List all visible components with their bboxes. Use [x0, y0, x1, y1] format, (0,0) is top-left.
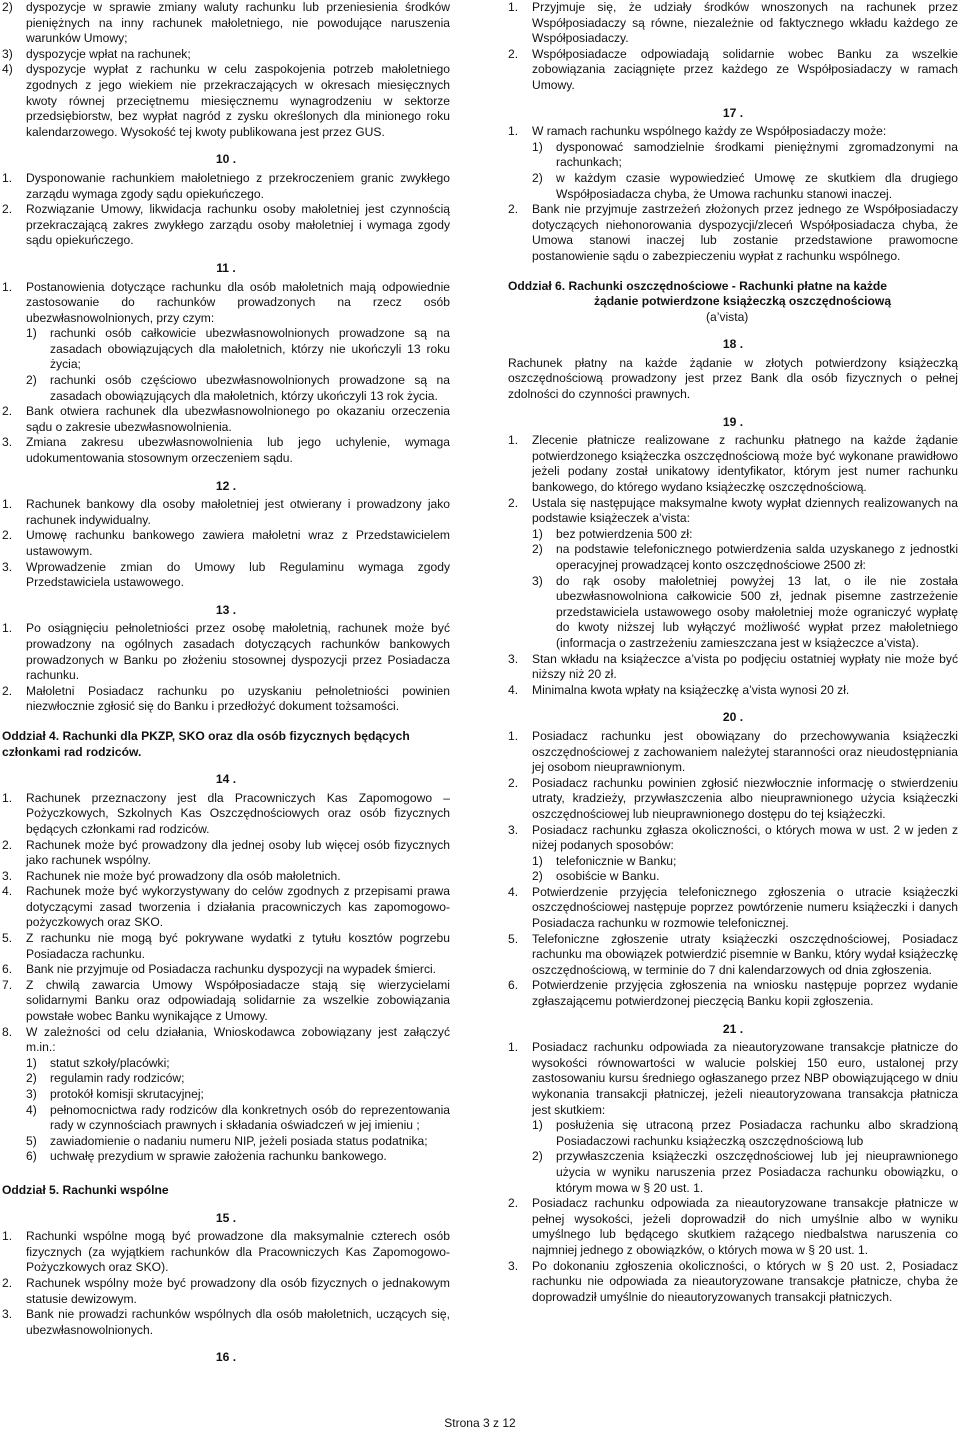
- list-item: [2, 931, 450, 962]
- sub-item-number: 2): [532, 1149, 543, 1164]
- sub-item: [26, 1056, 450, 1072]
- item-number: 1.: [2, 621, 13, 636]
- list-item: [508, 932, 958, 979]
- item-number: 4.: [2, 884, 13, 899]
- paragraph-18-text: Rachunek płatny na każde żądanie w złotych potwierdzony książeczką oszczędnościową prowadzony jest przez Bank dla osób fizycznych o pełnej zdolności do czynności prawnych.: [508, 355, 958, 402]
- item-text: Posiadacz rachunku odpowiada za nieautoryzowane transakcje płatnicze do wysokości równowartości w walucie polskiej 150 euro, ustalonej przy zastosowaniu kursu średniego ogłaszanego przez NBP obowiązującego w dniu wykonania transakcji płatniczej, jeżeli nieautoryzowana transakcja płatnicza jest skutkiem:: [532, 1040, 958, 1117]
- list-item: [508, 433, 958, 495]
- list-item: [508, 885, 958, 932]
- item-text: Potwierdzenie przyjęcia zgłoszenia na wniosku następuje poprzez wydanie zgłaszającemu potwierdzonej pieczęcią Banku kopii zgłoszenia.: [532, 978, 958, 1009]
- item-text: Współposiadacze odpowiadają solidarnie wobec Banku za wszelkie zobowiązania zaciągnięte przez każdego ze Współposiadaczy w ramach Umowy.: [532, 46, 958, 92]
- sub-item: [532, 869, 958, 885]
- list-item: [2, 869, 450, 885]
- list-item: [508, 978, 958, 1009]
- item-number: 2.: [508, 46, 519, 61]
- item-text: Telefoniczne zgłoszenie utraty książeczki oszczędnościowej, Posiadacz rachunku ma obowiązek potwierdzić pisemnie w Banku, który wydał książeczkę oszczędnościową, w terminie do 7 dni kalendarzowych od dnia zgłoszenia.: [532, 931, 958, 977]
- sub-item-number: 4): [26, 1102, 37, 1117]
- paragraph-16-list: [508, 0, 958, 94]
- sub-item: [26, 1149, 450, 1165]
- item-number: 2.: [508, 1196, 519, 1211]
- item-number: 1.: [2, 497, 13, 512]
- item-text: Rachunek może być prowadzony dla jednej osoby lub więcej osób fizycznych jako rachunek wspólny.: [26, 837, 450, 868]
- intro-list: [2, 0, 450, 140]
- item-number: 1.: [2, 790, 13, 805]
- paragraph-21-list: [508, 1040, 958, 1305]
- list-item: [508, 729, 958, 776]
- item-number: 2.: [508, 202, 519, 217]
- item-text: Potwierdzenie przyjęcia telefonicznego zgłoszenia o utracie książeczki oszczędnościowej następuje poprzez powtórzenie numeru książeczki i danych Posiadacza rachunku w rozmowie telefonicznej.: [532, 884, 958, 931]
- paragraph-10-title: 10 .: [215, 152, 237, 167]
- item-number: 1.: [508, 0, 519, 14]
- item-number: 2.: [2, 683, 13, 698]
- sub-item: [26, 1071, 450, 1087]
- item-text: Posiadacz rachunku odpowiada za nieautoryzowane transakcje płatnicze w pełnej wysokości, jeżeli doprowadził do nich umyślnie albo w wyniku umyślnego lub będącego skutkiem rażącego niedbalstwa naruszenia co najmniej jednego z obowiązków, o których mowa w § 20 ust. 1.: [532, 1196, 958, 1257]
- item-number: 4.: [508, 884, 519, 899]
- item-text: W ramach rachunku wspólnego każdy ze Współposiadaczy może:: [532, 124, 887, 139]
- paragraph-14-title: 14 .: [215, 772, 237, 787]
- item-text: Bank nie prowadzi rachunków wspólnych dla osób małoletnich, uczących się, ubezwłasnowolnionych.: [26, 1307, 450, 1337]
- section-6-line-3: (a’vista): [706, 309, 749, 324]
- item-number: 2.: [2, 837, 13, 852]
- sub-item-text: do rąk osoby małoletniej powyżej 13 lat, o ile nie została ubezwłasnowolniona całkowicie 500 zł, jednak pisemne zastrzeżenie przedstawiciela ustawowego osoby małoletniej może ograniczyć wypłatę do kwoty niższej lub wyłączyć możliwość wypłat przez małoletniego (informacja o zastrzeżeniu zamieszczana jest w książeczce a’vista).: [556, 573, 958, 650]
- item-number: 1.: [2, 1229, 13, 1244]
- item-number: 7.: [2, 977, 13, 992]
- list-item: [2, 978, 450, 1025]
- item-text: W zależności od celu działania, Wnioskodawca zobowiązany jest załączyć m.in.:: [26, 1024, 450, 1055]
- list-item: [508, 823, 958, 854]
- item-number: 2.: [2, 404, 13, 419]
- list-item: [508, 683, 958, 699]
- list-item: [508, 776, 958, 823]
- sub-item-text: statut szkoły/placówki;: [50, 1055, 170, 1070]
- list-item: [508, 652, 958, 683]
- sub-item-number: 1): [26, 326, 37, 341]
- sub-item-number: 1): [532, 139, 543, 154]
- right-column: [508, 0, 958, 1305]
- item-number: 3.: [2, 559, 13, 574]
- item-number: 5.: [508, 931, 519, 946]
- sub-item-text: dysponować samodzielnie środkami pieniężnymi zgromadzonymi na rachunkach;: [556, 139, 958, 170]
- item-text: Dysponowanie rachunkiem małoletniego z przekroczeniem granic zwykłego zarządu wymaga zgody sądu opiekuńczego.: [26, 170, 450, 201]
- sub-item-number: 1): [532, 853, 543, 868]
- item-text: dyspozycje wpłat na rachunek;: [26, 46, 191, 61]
- sub-item-text: protokół komisji skrutacyjnej;: [50, 1087, 204, 1101]
- sub-item-number: 2): [532, 869, 543, 884]
- sub-item-number: 6): [26, 1149, 37, 1164]
- list-item: [2, 684, 450, 715]
- paragraph-19-title: 19 .: [722, 414, 744, 429]
- paragraph-17-title: 17 .: [722, 105, 744, 120]
- paragraph-12-title: 12 .: [215, 478, 237, 493]
- item-text: Rachunek może być wykorzystywany do celów zgodnych z przepisami prawa dotyczącymi zasad tworzenia i działania pracowniczych kas zapomogowo-pożyczkowych oraz SKO.: [26, 884, 450, 930]
- item-text: Rachunek wspólny może być prowadzony dla osób fizycznych o jednakowym statusie dewizowym.: [26, 1275, 450, 1306]
- sub-item-text: w każdym czasie wypowiedzieć Umowę ze skutkiem dla drugiego Współposiadacza chyba, że Umowa rachunku stanowi inaczej.: [556, 170, 958, 201]
- list-item: [508, 496, 958, 527]
- item-number: 5.: [2, 931, 13, 946]
- paragraph-21-title: 21 .: [722, 1021, 744, 1036]
- list-item: [2, 528, 450, 559]
- item-number: 6.: [508, 978, 519, 993]
- sub-item-text: zawiadomienie o nadaniu numeru NIP, jeżeli posiada status podatnika;: [50, 1133, 428, 1148]
- list-item: [2, 621, 450, 683]
- item-number: 1.: [508, 728, 519, 743]
- list-item: [508, 1196, 958, 1258]
- item-number: 2.: [2, 202, 13, 217]
- section-6-line-2: żądanie potwierdzone książeczką oszczędnościową: [594, 294, 892, 309]
- sub-item-number: 2): [532, 170, 543, 185]
- sub-item-text: uchwałę prezydium w sprawie założenia rachunku bankowego.: [50, 1149, 387, 1164]
- item-text: Przyjmuje się, że udziały środków wnoszonych na rachunek przez Współposiadaczy są równe, niezależnie od faktycznego wkładu każdego ze Współposiadaczy.: [532, 0, 958, 46]
- item-number: 8.: [2, 1024, 13, 1039]
- section-6-heading: [508, 279, 958, 326]
- sub-item: [532, 1149, 958, 1196]
- sub-item-number: 2): [26, 373, 37, 388]
- item-text: dyspozycje wypłat z rachunku w celu zaspokojenia potrzeb małoletniego zgodnych z jego wiekiem nie przekraczających w okresach miesięcznych kwoty równej przeciętnemu miesięcznemu wynagrodzeniu w sektorze przedsiębiorstw, bez wypłat nagród z zysku określonych dla minionego roku kalendarzowego. Wysokość tej kwoty publikowana jest przez GUS.: [26, 62, 450, 139]
- item-number: 4): [2, 62, 13, 77]
- item-number: 3): [2, 46, 13, 61]
- list-item: [2, 1025, 450, 1056]
- sub-item-text: na podstawie telefonicznego potwierdzenia salda uzyskanego z jednostki operacyjnej prowadzącej konto oszczędnościowe 2500 zł:: [556, 542, 958, 572]
- paragraph-13-list: [2, 621, 450, 715]
- paragraph-19-list: [508, 433, 958, 698]
- sub-item: [26, 1087, 450, 1103]
- list-item: [508, 1040, 958, 1118]
- list-item: [508, 0, 958, 47]
- sub-item: [26, 326, 450, 373]
- paragraph-17-list: [508, 124, 958, 264]
- left-column: [2, 0, 450, 1369]
- sub-item-text: rachunki osób całkowicie ubezwłasnowolnionych prowadzone są na zasadach obowiązujących dla małoletnich, którzy nie ukończyli 13 roku życia;: [50, 326, 450, 372]
- sub-item-text: telefonicznie w Banku;: [556, 853, 677, 868]
- item-number: 2.: [508, 495, 519, 510]
- paragraph-18-title: 18 .: [722, 337, 744, 352]
- item-text: Rachunek nie może być prowadzony dla osób małoletnich.: [26, 868, 341, 883]
- list-item: [508, 202, 958, 264]
- sub-item-number: 1): [532, 1118, 543, 1133]
- section-5-heading: Oddział 5. Rachunki wspólne: [2, 1182, 169, 1197]
- paragraph-15-title: 15 .: [215, 1210, 237, 1225]
- list-item: [2, 884, 450, 931]
- paragraph-11-list: [2, 280, 450, 467]
- item-text: Bank otwiera rachunek dla ubezwłasnowolnionego po okazaniu orzeczenia sądu o zakresie ubezwłasnowolnienia.: [26, 404, 450, 434]
- item-text: Umowę rachunku bankowego zawiera małoletni wraz z Przedstawicielem ustawowym.: [26, 528, 450, 558]
- item-number: 3.: [2, 868, 13, 883]
- item-text: Z chwilą zawarcia Umowy Współposiadacze stają się wierzycielami solidarnymi Banku oraz odpowiadają solidarnie za wszelkie zobowiązania powstałe wobec Banku wynikające z Umowy.: [26, 977, 450, 1024]
- sub-item: [532, 1118, 958, 1149]
- sub-item: [532, 140, 958, 171]
- item-number: 6.: [2, 962, 13, 977]
- list-item: [508, 47, 958, 94]
- paragraph-11-title: 11 .: [216, 260, 236, 275]
- sub-item-number: 2): [26, 1071, 37, 1086]
- list-item: [2, 202, 450, 249]
- paragraph-16-title: 16 .: [215, 1350, 237, 1365]
- section-4-heading: Oddział 4. Rachunki dla PKZP, SKO oraz dla osób fizycznych będących członkami rad rodziców.: [2, 728, 410, 759]
- paragraph-12-list: [2, 497, 450, 591]
- item-number: 1.: [508, 433, 519, 448]
- section-6-line-1: Oddział 6. Rachunki oszczędnościowe - Rachunki płatne na każde: [508, 278, 888, 293]
- list-item: [2, 435, 450, 466]
- item-number: 3.: [508, 1258, 519, 1273]
- sub-item: [532, 574, 958, 652]
- item-text: Ustala się następujące maksymalne kwoty wypłat dziennych realizowanych na podstawie książeczek a’vista:: [532, 495, 958, 526]
- sub-item-text: posłużenia się utraconą przez Posiadacza rachunku albo skradzioną Posiadaczowi rachunku książeczką oszczędnościową lub: [556, 1118, 958, 1148]
- sub-item-text: pełnomocnictwa rady rodziców dla konkretnych osób do reprezentowania rady w czynnościach prawnych i składania oświadczeń w jej imieniu ;: [50, 1102, 450, 1133]
- list-item: [2, 1229, 450, 1276]
- item-number: 2.: [2, 528, 13, 543]
- item-text: Po dokonaniu zgłoszenia okoliczności, o których w § 20 ust. 2, Posiadacz rachunku nie odpowiada za nieautoryzowane transakcje płatnicze, chyba że doprowadził umyślnie do nieautoryzowanych transakcji płatniczych.: [532, 1258, 958, 1304]
- sub-item: [26, 1134, 450, 1150]
- sub-item-number: 1): [26, 1055, 37, 1070]
- list-item: [2, 1307, 450, 1338]
- paragraph-10-list: [2, 171, 450, 249]
- item-number: 1.: [508, 1040, 519, 1055]
- list-item: [2, 962, 450, 978]
- list-item: [2, 62, 450, 140]
- item-number: 4.: [508, 682, 519, 697]
- sub-item-number: 3): [26, 1087, 37, 1101]
- sub-item: [532, 527, 958, 543]
- item-text: Zmiana zakresu ubezwłasnowolnienia lub jego uchylenie, wymaga udokumentowania stosownym orzeczeniem sądu.: [26, 435, 450, 466]
- list-item: [508, 1259, 958, 1306]
- sub-item: [26, 1103, 450, 1134]
- item-text: Posiadacz rachunku powinien zgłosić niezwłocznie informację o stwierdzeniu utraty, kradzieży, przywłaszczenia albo nieuprawnionego użycia książeczki oszczędnościowej lub nieuprawnionego dostępu do tej książeczki.: [532, 775, 958, 821]
- sub-item-text: osobiście w Banku.: [556, 869, 660, 884]
- item-text: Zlecenie płatnicze realizowane z rachunku płatnego na każde żądanie potwierdzonego książeczka oszczędnościową może być wykonane prawidłowo jeżeli podany został unikatowy identyfikator, którym jest numer rachunku bankowego, do którego wydano książeczkę oszczędnościową.: [532, 433, 958, 495]
- list-item: [2, 0, 450, 47]
- paragraph-20-title: 20 .: [722, 710, 744, 725]
- item-text: Rachunki wspólne mogą być prowadzone dla maksymalnie czterech osób fizycznych (za wyjątkiem rachunków dla Pracowniczych Kas Zapomogowo-Pożyczkowych oraz SKO).: [26, 1229, 450, 1275]
- sub-item: [26, 373, 450, 404]
- item-number: 1.: [2, 170, 13, 185]
- sub-item-number: 1): [532, 526, 543, 541]
- item-number: 1.: [508, 124, 519, 139]
- sub-item: [532, 542, 958, 573]
- item-number: 1.: [2, 279, 13, 294]
- sub-item-text: regulamin rady rodziców;: [50, 1071, 185, 1086]
- item-text: Wprowadzenie zmian do Umowy lub Regulaminu wymaga zgody Przedstawiciela ustawowego.: [26, 559, 450, 590]
- paragraph-14-list: [2, 791, 450, 1165]
- item-text: Rozwiązanie Umowy, likwidacja rachunku osoby małoletniej jest czynnością przekraczającą zakres zwykłego zarządu osoby małoletniej i wymaga zgody sądu opiekuńczego.: [26, 202, 450, 248]
- sub-item-number: 2): [532, 542, 543, 557]
- item-number: 2.: [2, 1275, 13, 1290]
- list-item: [2, 560, 450, 591]
- sub-item-text: rachunki osób częściowo ubezwłasnowolnionych prowadzone są na zasadach obowiązujących dla małoletnich, którzy ukończyli 13 rok życia.: [50, 373, 450, 403]
- item-text: Bank nie przyjmuje od Posiadacza rachunku dyspozycji na wypadek śmierci.: [26, 962, 437, 977]
- sub-item-text: bez potwierdzenia 500 zł:: [556, 526, 693, 541]
- item-text: Rachunek bankowy dla osoby małoletniej jest otwierany i prowadzony jako rachunek indywidualny.: [26, 497, 450, 527]
- paragraph-15-list: [2, 1229, 450, 1338]
- item-text: Po osiągnięciu pełnoletniości przez osobę małoletnią, rachunek może być prowadzony na ogólnych zasadach dotyczących rachunków bankowych prowadzonych w Banku po złożeniu stosownej dyspozycji przez Posiadacza rachunku.: [26, 621, 450, 683]
- list-item: [2, 838, 450, 869]
- item-text: Małoletni Posiadacz rachunku po uzyskaniu pełnoletniości powinien niezwłocznie zgłosić się do Banku i przedłożyć dokument tożsamości.: [26, 683, 450, 714]
- sub-item-text: przywłaszczenia książeczki oszczędnościowej lub jej nieuprawnionego użycia w wyniku naruszenia przez Posiadacza rachunku obowiązku, o którym mowa w § 20 ust. 1.: [556, 1149, 958, 1195]
- list-item: [2, 1276, 450, 1307]
- list-item: [2, 497, 450, 528]
- list-item: [508, 124, 958, 140]
- item-text: Posiadacz rachunku jest obowiązany do przechowywania książeczki oszczędnościowej z zachowaniem należytej staranności oraz nieudostępniania jej osobom nieuprawnionym.: [532, 728, 958, 775]
- item-text: Posiadacz rachunku zgłasza okoliczności, o których mowa w ust. 2 w jeden z niżej podanych sposobów:: [532, 822, 958, 853]
- paragraph-13-title: 13 .: [215, 602, 237, 617]
- sub-item: [532, 171, 958, 202]
- item-number: 2.: [508, 775, 519, 790]
- list-item: [2, 404, 450, 435]
- page-number: Strona 3 z 12: [444, 1416, 516, 1430]
- paragraph-20-list: [508, 729, 958, 1010]
- item-text: Postanowienia dotyczące rachunku dla osób małoletnich mają odpowiednie zastosowanie do rachunków prowadzonych na rzecz osób ubezwłasnowolnionych, przy czym:: [26, 279, 450, 325]
- item-text: Bank nie przyjmuje zastrzeżeń złożonych przez jednego ze Współposiadaczy dotyczących niehonorowania dyspozycji/zleceń Współposiadacza chyba, że Umowa stanowi inaczej lub zostanie przedstawione prawomocne postanowienie sądu o zabezpieczeniu wypłat z rachunku wspólnego.: [532, 202, 958, 263]
- sub-item-number: 5): [26, 1133, 37, 1148]
- item-text: Z rachunku nie mogą być pokrywane wydatki z tytułu kosztów pogrzebu Posiadacza rachunku.: [26, 931, 450, 961]
- list-item: [2, 280, 450, 327]
- sub-item: [532, 854, 958, 870]
- item-text: Rachunek przeznaczony jest dla Pracowniczych Kas Zapomogowo – Pożyczkowych, Szkolnych Kas Oszczędnościowych oraz osób fizycznych będących członkami rad rodziców.: [26, 790, 450, 836]
- item-text: dyspozycje w sprawie zmiany waluty rachunku lub przeniesienia środków pieniężnych na inny rachunek małoletniego, nie powodujące naruszenia warunków Umowy;: [26, 0, 450, 46]
- list-item: [2, 171, 450, 202]
- item-text: Stan wkładu na książeczce a’vista po podjęciu ostatniej wypłaty nie może być niższy niż 20 zł.: [532, 651, 958, 682]
- list-item: [2, 791, 450, 838]
- item-number: 2): [2, 0, 13, 14]
- item-number: 3.: [2, 1307, 13, 1322]
- item-number: 3.: [508, 822, 519, 837]
- sub-item-number: 3): [532, 573, 543, 588]
- item-number: 3.: [508, 651, 519, 666]
- item-text: Minimalna kwota wpłaty na książeczkę a’vista wynosi 20 zł.: [532, 682, 850, 697]
- list-item: [2, 47, 450, 63]
- item-number: 3.: [2, 435, 13, 450]
